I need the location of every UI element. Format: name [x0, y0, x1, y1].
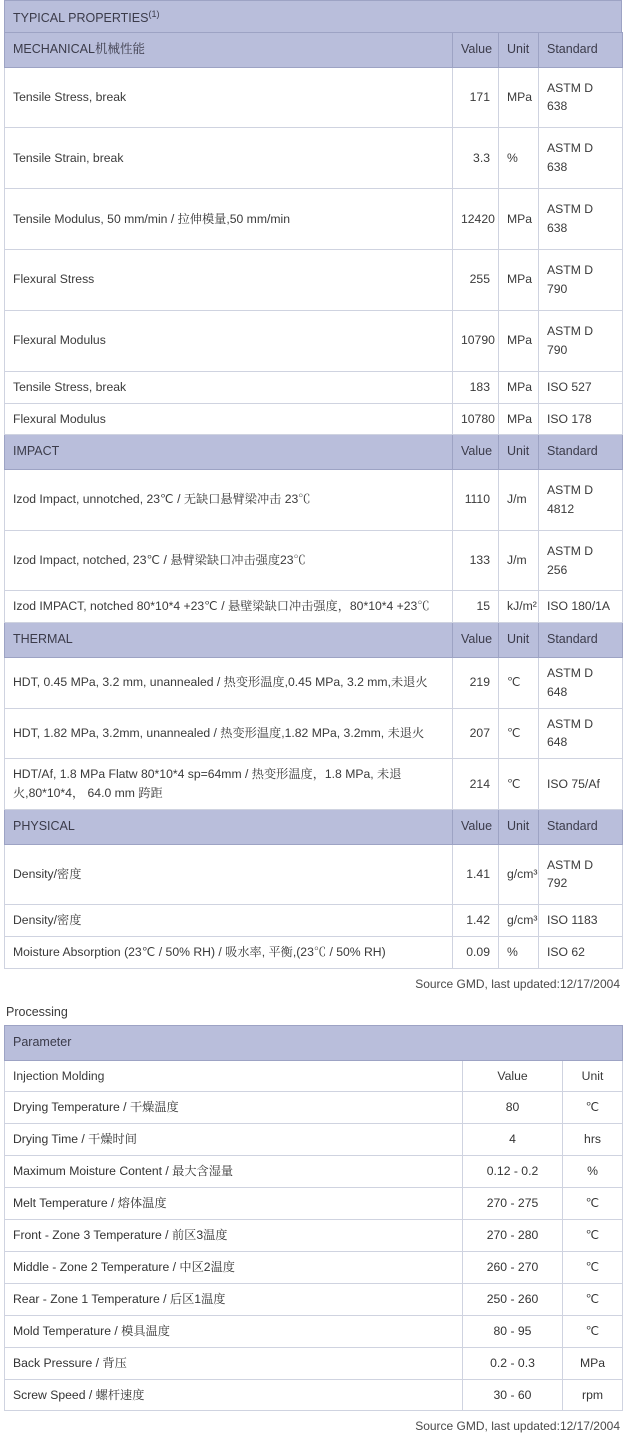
table-row: [5, 657, 623, 708]
property-value: 207: [453, 708, 499, 759]
processing-parameter-value: 80: [463, 1092, 563, 1124]
property-standard: ISO 180/1A: [539, 591, 623, 623]
processing-subheader: [5, 1060, 623, 1092]
table-row: [5, 1124, 623, 1156]
property-value: 15: [453, 591, 499, 623]
typical-properties-title: [4, 0, 622, 32]
property-standard: ASTM D 4812: [539, 469, 623, 530]
typical-properties-footnote-marker: (1): [148, 9, 160, 19]
properties-source-note: Source GMD, last updated:12/17/2004: [415, 977, 620, 992]
property-unit: J/m: [499, 530, 539, 591]
table-row: [5, 67, 623, 128]
table-row: [5, 1220, 623, 1252]
property-unit: g/cm³: [499, 844, 539, 905]
property-standard: ASTM D 790: [539, 249, 623, 310]
table-row: [5, 371, 623, 403]
processing-parameter-name: Screw Speed / 螺杆速度: [5, 1379, 463, 1411]
processing-parameter-value: 4: [463, 1124, 563, 1156]
property-name: Izod Impact, notched, 23℃ / 悬臂梁缺口冲击强度23℃: [5, 530, 453, 591]
property-standard: ASTM D 638: [539, 67, 623, 128]
property-name: Flexural Stress: [5, 249, 453, 310]
processing-parameter-name: Drying Time / 干燥时间: [5, 1124, 463, 1156]
property-name: HDT/Af, 1.8 MPa Flatw 80*10*4 sp=64mm / 热变形温度，1.8 MPa, 未退火,80*10*4， 64.0 mm 跨距: [5, 759, 453, 810]
property-unit: g/cm³: [499, 905, 539, 937]
property-value: 255: [453, 249, 499, 310]
property-value: 219: [453, 657, 499, 708]
processing-parameter-header: [5, 1026, 623, 1060]
processing-parameter-label: Parameter: [5, 1026, 623, 1060]
property-unit: MPa: [499, 249, 539, 310]
processing-parameter-unit: rpm: [563, 1379, 623, 1411]
property-name: HDT, 1.82 MPa, 3.2mm, unannealed / 热变形温度,1.82 MPa, 3.2mm, 未退火: [5, 708, 453, 759]
property-standard: ISO 75/Af: [539, 759, 623, 810]
table-row: [5, 937, 623, 969]
processing-parameter-name: Drying Temperature / 干燥温度: [5, 1092, 463, 1124]
property-name: HDT, 0.45 MPa, 3.2 mm, unannealed / 热变形温度,0.45 MPa, 3.2 mm,未退火: [5, 657, 453, 708]
property-standard: ISO 527: [539, 371, 623, 403]
processing-heading: Processing: [6, 1005, 68, 1020]
table-row: [5, 1188, 623, 1220]
column-header-standard: Standard: [539, 623, 623, 657]
property-value: 133: [453, 530, 499, 591]
table-row: [5, 905, 623, 937]
property-value: 0.09: [453, 937, 499, 969]
table-row: [5, 469, 623, 530]
typical-properties-title-text: TYPICAL PROPERTIES: [13, 11, 149, 26]
processing-parameter-unit: ℃: [563, 1188, 623, 1220]
processing-column-value: Value: [463, 1060, 563, 1092]
property-value: 1110: [453, 469, 499, 530]
processing-parameter-name: Back Pressure / 背压: [5, 1347, 463, 1379]
property-value: 1.42: [453, 905, 499, 937]
processing-parameter-name: Melt Temperature / 熔体温度: [5, 1188, 463, 1220]
processing-parameter-unit: ℃: [563, 1220, 623, 1252]
processing-parameter-value: 80 - 95: [463, 1315, 563, 1347]
processing-parameter-unit: ℃: [563, 1283, 623, 1315]
property-name: Tensile Stress, break: [5, 371, 453, 403]
table-row: [5, 1347, 623, 1379]
processing-parameter-name: Front - Zone 3 Temperature / 前区3温度: [5, 1220, 463, 1252]
processing-parameter-value: 250 - 260: [463, 1283, 563, 1315]
property-standard: ASTM D 792: [539, 844, 623, 905]
property-unit: MPa: [499, 403, 539, 435]
table-row: [5, 844, 623, 905]
column-header-value: Value: [453, 33, 499, 67]
property-value: 171: [453, 67, 499, 128]
table-row: [5, 1156, 623, 1188]
property-value: 10780: [453, 403, 499, 435]
processing-parameter-unit: ℃: [563, 1251, 623, 1283]
property-standard: ISO 1183: [539, 905, 623, 937]
table-row: [5, 530, 623, 591]
column-header-value: Value: [453, 810, 499, 844]
section-header-mechanical: [5, 33, 623, 67]
property-unit: ℃: [499, 657, 539, 708]
processing-table: [4, 1025, 623, 1411]
property-name: Izod IMPACT, notched 80*10*4 +23℃ / 悬壁梁缺口冲击强度，80*10*4 +23℃: [5, 591, 453, 623]
property-name: Tensile Stress, break: [5, 67, 453, 128]
property-unit: MPa: [499, 189, 539, 250]
column-header-unit: Unit: [499, 623, 539, 657]
property-unit: MPa: [499, 371, 539, 403]
property-value: 3.3: [453, 128, 499, 189]
table-row: [5, 591, 623, 623]
table-row: [5, 403, 623, 435]
processing-parameter-name: Rear - Zone 1 Temperature / 后区1温度: [5, 1283, 463, 1315]
column-header-standard: Standard: [539, 435, 623, 469]
property-name: Tensile Strain, break: [5, 128, 453, 189]
property-value: 183: [453, 371, 499, 403]
property-unit: ℃: [499, 759, 539, 810]
processing-parameter-name: Mold Temperature / 模具温度: [5, 1315, 463, 1347]
processing-parameter-name: Maximum Moisture Content / 最大含湿量: [5, 1156, 463, 1188]
table-row: [5, 310, 623, 371]
property-value: 10790: [453, 310, 499, 371]
table-row: [5, 189, 623, 250]
property-name: Flexural Modulus: [5, 403, 453, 435]
table-row: [5, 1315, 623, 1347]
property-standard: ASTM D 790: [539, 310, 623, 371]
section-title: THERMAL: [5, 623, 453, 657]
processing-parameter-value: 270 - 275: [463, 1188, 563, 1220]
property-value: 12420: [453, 189, 499, 250]
property-name: Flexural Modulus: [5, 310, 453, 371]
processing-parameter-value: 30 - 60: [463, 1379, 563, 1411]
processing-parameter-unit: %: [563, 1156, 623, 1188]
column-header-unit: Unit: [499, 810, 539, 844]
property-unit: MPa: [499, 310, 539, 371]
table-row: [5, 1251, 623, 1283]
property-unit: MPa: [499, 67, 539, 128]
section-header-physical: [5, 810, 623, 844]
property-unit: J/m: [499, 469, 539, 530]
property-standard: ASTM D 648: [539, 657, 623, 708]
property-standard: ASTM D 648: [539, 708, 623, 759]
processing-parameter-value: 260 - 270: [463, 1251, 563, 1283]
processing-parameter-unit: hrs: [563, 1124, 623, 1156]
column-header-unit: Unit: [499, 33, 539, 67]
section-header-impact: [5, 435, 623, 469]
column-header-standard: Standard: [539, 810, 623, 844]
processing-parameter-unit: MPa: [563, 1347, 623, 1379]
table-row: [5, 1092, 623, 1124]
property-name: Tensile Modulus, 50 mm/min / 拉伸模量,50 mm/min: [5, 189, 453, 250]
property-standard: ASTM D 638: [539, 128, 623, 189]
processing-source-note: Source GMD, last updated:12/17/2004: [415, 1419, 620, 1434]
property-standard: ASTM D 256: [539, 530, 623, 591]
column-header-unit: Unit: [499, 435, 539, 469]
property-standard: ASTM D 638: [539, 189, 623, 250]
section-header-thermal: [5, 623, 623, 657]
column-header-value: Value: [453, 623, 499, 657]
typical-properties-table: [4, 32, 623, 969]
processing-column-unit: Unit: [563, 1060, 623, 1092]
property-name: Density/密度: [5, 844, 453, 905]
property-name: Density/密度: [5, 905, 453, 937]
property-name: Moisture Absorption (23℃ / 50% RH) / 吸水率, 平衡,(23℃ / 50% RH): [5, 937, 453, 969]
table-row: [5, 249, 623, 310]
processing-parameter-value: 270 - 280: [463, 1220, 563, 1252]
property-unit: ℃: [499, 708, 539, 759]
column-header-value: Value: [453, 435, 499, 469]
table-row: [5, 708, 623, 759]
table-row: [5, 1379, 623, 1411]
property-value: 214: [453, 759, 499, 810]
section-title: PHYSICAL: [5, 810, 453, 844]
processing-parameter-value: 0.12 - 0.2: [463, 1156, 563, 1188]
section-title: MECHANICAL机械性能: [5, 33, 453, 67]
property-standard: ISO 178: [539, 403, 623, 435]
processing-parameter-unit: ℃: [563, 1092, 623, 1124]
property-unit: %: [499, 128, 539, 189]
section-title: IMPACT: [5, 435, 453, 469]
processing-parameter-value: 0.2 - 0.3: [463, 1347, 563, 1379]
property-value: 1.41: [453, 844, 499, 905]
table-row: [5, 1283, 623, 1315]
property-unit: kJ/m²: [499, 591, 539, 623]
table-row: [5, 128, 623, 189]
property-unit: %: [499, 937, 539, 969]
processing-column-name: Injection Molding: [5, 1060, 463, 1092]
processing-parameter-unit: ℃: [563, 1315, 623, 1347]
property-standard: ISO 62: [539, 937, 623, 969]
column-header-standard: Standard: [539, 33, 623, 67]
processing-parameter-name: Middle - Zone 2 Temperature / 中区2温度: [5, 1251, 463, 1283]
property-name: Izod Impact, unnotched, 23℃ / 无缺口悬臂梁冲击 23℃: [5, 469, 453, 530]
table-row: [5, 759, 623, 810]
